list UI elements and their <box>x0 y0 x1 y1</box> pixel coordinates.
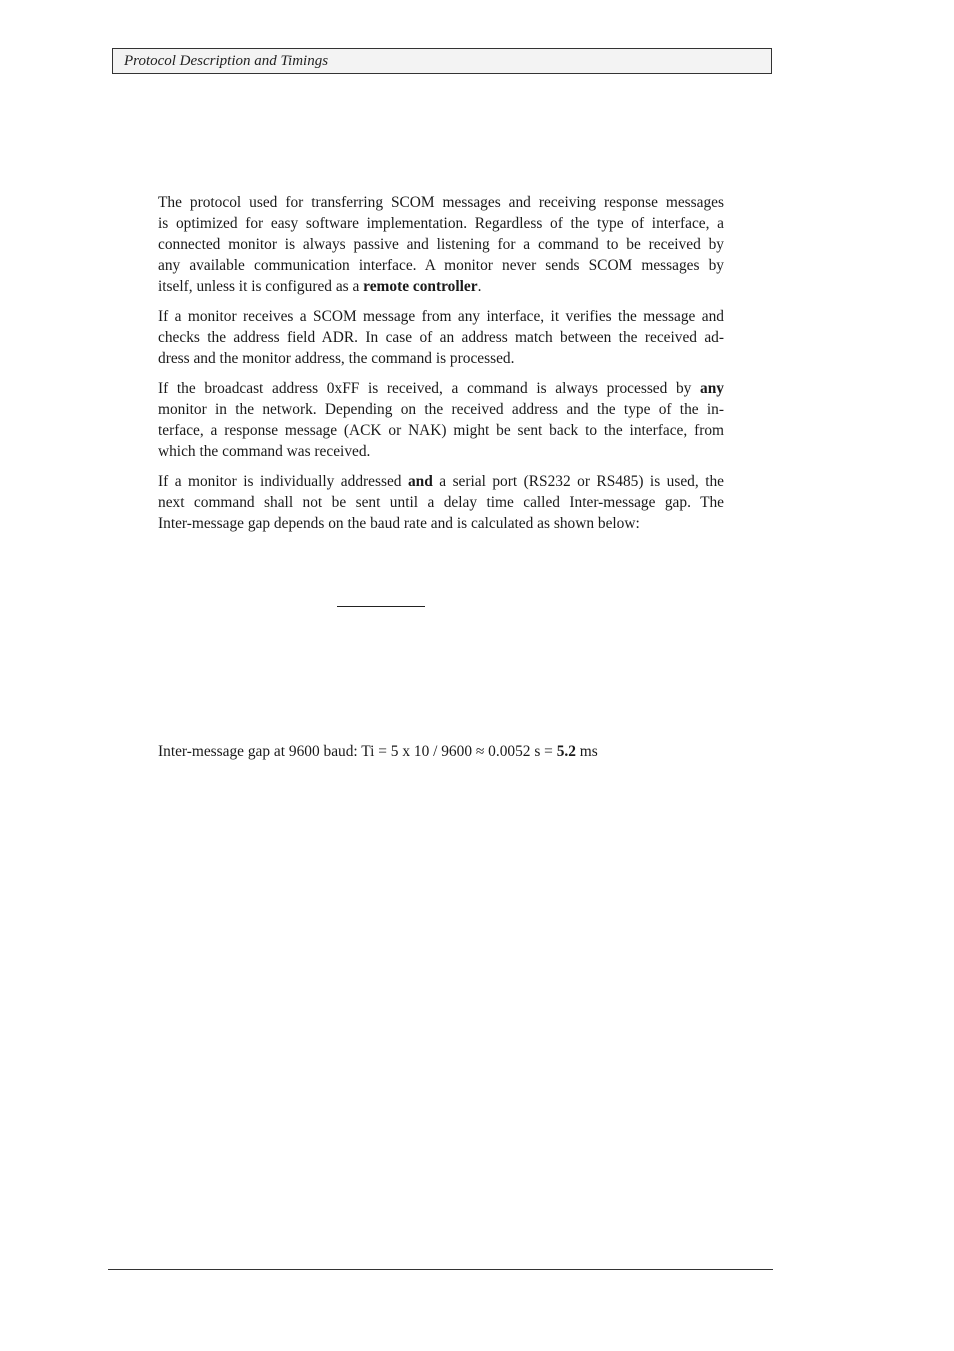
text-line: dress and the monitor address, the command is processed. <box>158 350 515 367</box>
text-segment: If a monitor is individually addressed <box>158 473 408 490</box>
text-segment: a serial port (RS232 or RS485) is used, the <box>432 473 724 490</box>
page-header <box>112 48 772 74</box>
header-title: Protocol Description and Timings <box>124 53 329 69</box>
text-line: next command shall not be sent until a delay time called Inter-message gap. The <box>158 494 724 511</box>
text-segment: itself, unless it is configured as a <box>158 278 364 295</box>
text-line: connected monitor is always passive and listening for a command to be received by <box>158 236 724 253</box>
text-line <box>158 276 724 297</box>
text-line <box>158 378 724 399</box>
bold-term-any: any <box>700 380 724 397</box>
example-value: 5.2 <box>556 743 576 760</box>
example-text: Inter-message gap at 9600 baud: Ti = 5 x 10 / 9600 ≈ 0.0052 s = <box>158 743 557 760</box>
text-line: The protocol used for transferring SCOM messages and receiving response messages <box>158 194 724 211</box>
formula-fraction-bar <box>337 606 425 607</box>
text-line: any available communication interface. A monitor never sends SCOM messages by <box>158 257 724 274</box>
footer-rule <box>108 1269 773 1270</box>
paragraph-protocol-intro <box>158 192 724 297</box>
example-unit: ms <box>575 743 598 760</box>
paragraph-address-check <box>158 306 724 369</box>
bold-term-remote-controller: remote controller <box>363 278 478 295</box>
text-line: Inter-message gap depends on the baud rate and is calculated as shown below: <box>158 515 640 532</box>
bold-term-and: and <box>407 473 433 490</box>
text-segment: If the broadcast address 0xFF is received, a command is always processed by <box>158 380 701 397</box>
text-line <box>158 471 724 492</box>
inter-message-gap-example <box>158 741 598 762</box>
paragraph-broadcast <box>158 378 724 462</box>
text-line: If a monitor receives a SCOM message from any interface, it verifies the message and <box>158 308 724 325</box>
text-segment: . <box>477 278 482 295</box>
paragraph-inter-message-gap <box>158 471 724 534</box>
text-line: which the command was received. <box>158 443 371 460</box>
text-line: monitor in the network. Depending on the received address and the type of the in- <box>158 401 724 418</box>
text-line: terface, a response message (ACK or NAK) might be sent back to the interface, from <box>158 422 724 439</box>
text-line: is optimized for easy software implementation. Regardless of the type of interface, a <box>158 215 724 232</box>
text-line: checks the address field ADR. In case of an address match between the received ad- <box>158 329 724 346</box>
